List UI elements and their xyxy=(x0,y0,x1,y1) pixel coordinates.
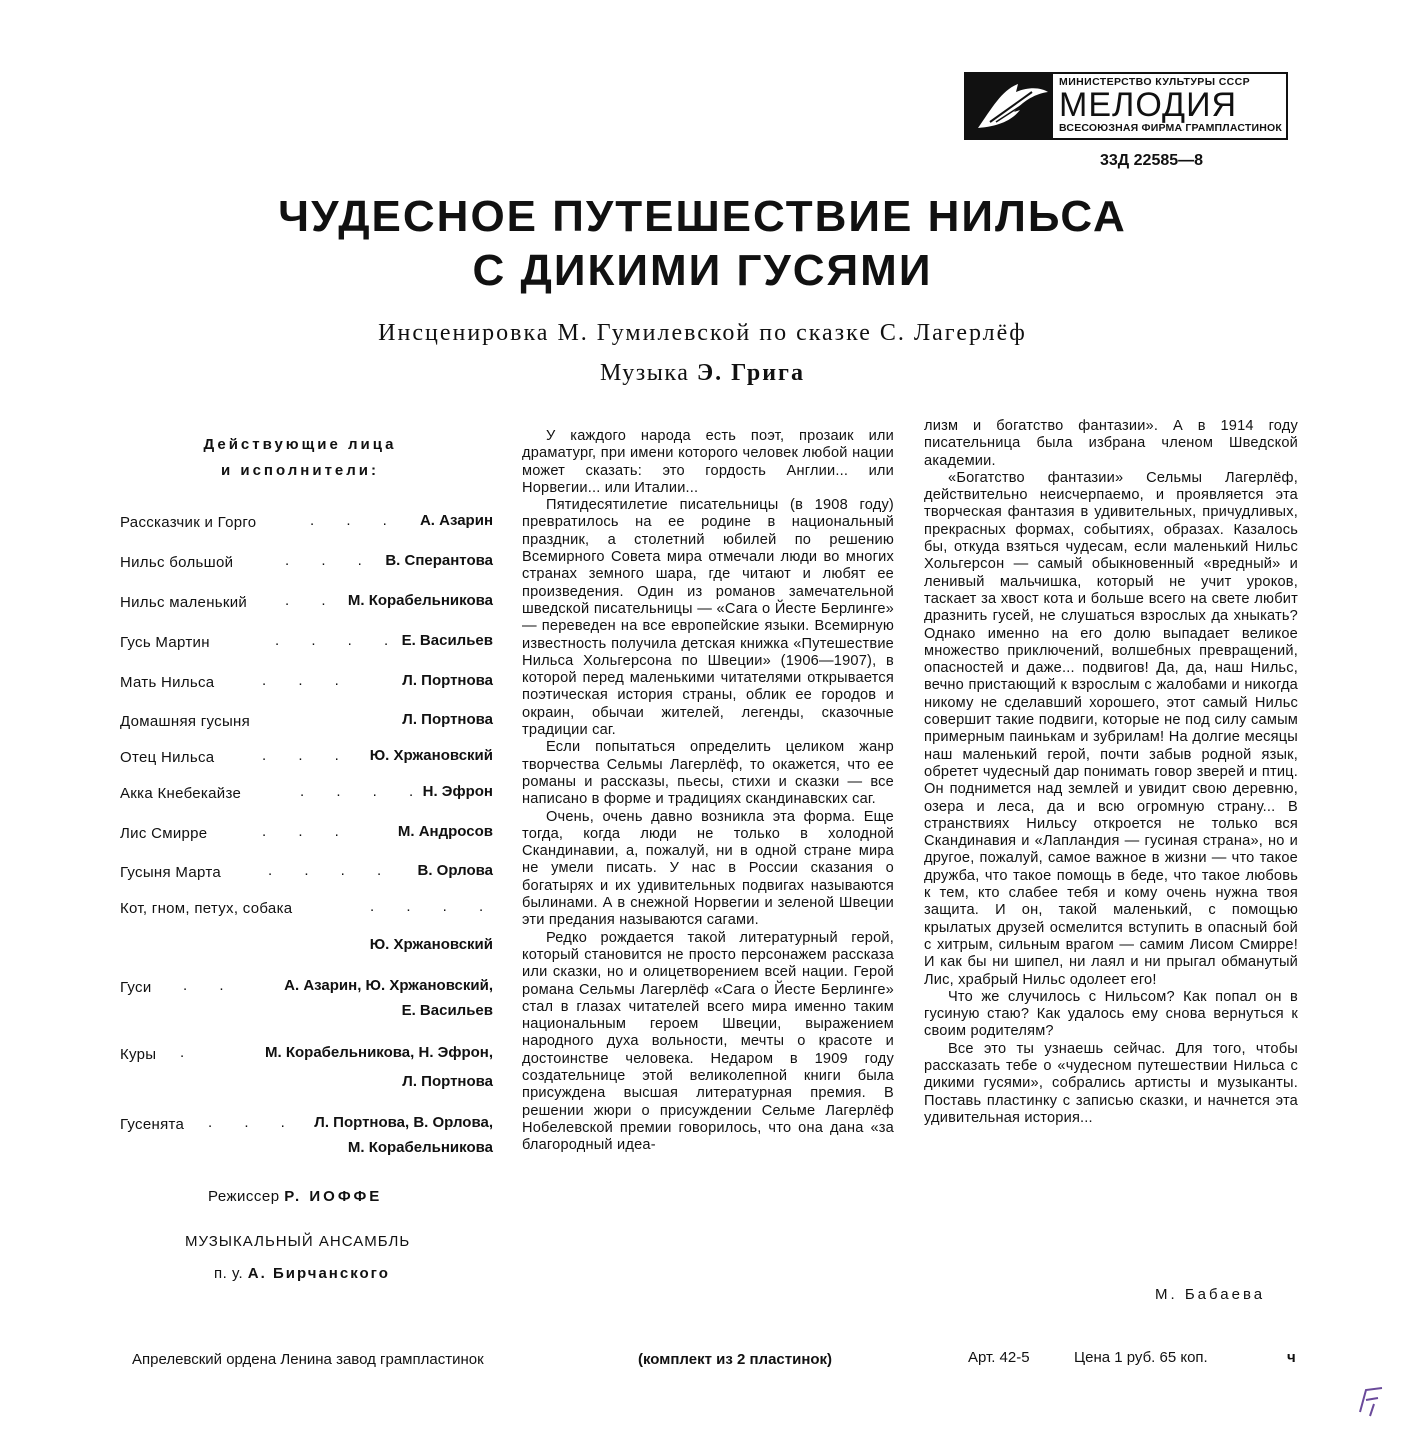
cast-role: Домашняя гусыня xyxy=(120,713,251,730)
leader-dots: . . . . xyxy=(300,783,428,800)
leader-dots: . . . . xyxy=(268,862,396,879)
leader-dots: . . . xyxy=(262,823,353,840)
paragraph: Если попытаться определить целиком жанр творчества Сельмы Лагерлёф, то окажется, что ее романы и рассказы, пьесы, стихи и сказки — все написано в форме и традициях скандинавских саг. xyxy=(522,739,894,808)
paragraph: Пятидесятилетие писательницы (в 1908 году) превратилось на ее родине в национальный праздник, а столетний юбилей по решению Всемирного Совета мира отмечали люди во многих странах земного шара, где читают и любят ее произведения. Один из романов замечательной шведской писательницы — «Сага о Йесте Берлинге» — переведен на все европейские языки. Всемирную известность получила детская книжка «Путешествие Нильса Хольгерсона по Швеции» (1906—1907), в которой перед маленькими читателями открывается поэтическая история страны, облик ее городов и окраин, обычаи жителей, легенды, сказочные традиции саг. xyxy=(522,497,894,739)
article-column-right xyxy=(924,418,1298,1127)
director-name: Р. ИОФФЕ xyxy=(284,1188,383,1205)
paragraph: Что же случилось с Нильсом? Как попал он в гусиную стаю? Как удалось ему снова вернуться к своим родителям? xyxy=(924,988,1298,1040)
music-credit xyxy=(150,360,1255,387)
cast-actor: Л. Портнова, В. Орлова, xyxy=(314,1114,493,1131)
ensemble-lead-name: А. Бирчанского xyxy=(247,1265,390,1282)
paragraph: «Богатство фантазии» Сельмы Лагерлёф, действительно неисчерпаемо, и проявляется эта творческая фантазия в удивительных, причудливых, прекрасных формах, событиях, образах. Казалось бы, откуда взяться чудесам, если маленький Нильс Хольгерсон — самый обыкновенный «вредный» и ленивый мальчишка, который не учит уроков, таскает за хвост кота и больше всего на свете любит дразнить гусей, не слушаться взрослых да хныкать? Однако именно на его долю выпадает великое множество приключений, волшебных превращений, опасностей и даже... подвигов! Да, да, наш Нильс, вечно пристающий к взрослым с жалобами и никогда никому не сделавший хорошего, этот самый Нильс совершит такие подвиги, которые не под силу самым примерным паинькам и зубрилам! На долгие месяцы наш маленький герой, почти забыв родной язык, обретет чудесный дар понимать говор зверей и птиц. Он поднимется над землей и увидит свою деревню, озера и леса, да и всю огромную страну... В странствиях Нильсу откроется не только вся Скандинавия и «Лапландия — гусиная страна», но и другое, пожалуй, самое важное в жизни — что такое дружба, что такое помощь в беде, что такое любовь к тем, кто слабее тебя и кому очень нужна твоя защита. И он, такой маленький, с помощью крылатых друзей осмелится вступить в опасный бой с хитрым, сильным врагом — самим Лисом Смирре! И как бы ни шипел, ни лаял и ни прыгал обманутый Лис, храбрый Нильс одолеет его! xyxy=(924,469,1298,988)
cast-role: Гусенята xyxy=(120,1116,185,1133)
cast-role: Гуси xyxy=(120,979,152,996)
melodiya-logo xyxy=(964,72,1288,140)
cast-role: Гусь Мартин xyxy=(120,634,210,651)
cast-actor: М. Корабельникова, Н. Эфрон, xyxy=(265,1044,493,1061)
leader-dots: . . . xyxy=(208,1114,299,1131)
cast-actor: Л. Портнова xyxy=(402,672,493,689)
author-signature: М. Бабаева xyxy=(1155,1286,1266,1303)
cast-role: Рассказчик и Горго xyxy=(120,514,257,531)
cast-role: Отец Нильса xyxy=(120,749,215,766)
paragraph-continuation: лизм и богатство фантазии». А в 1914 году писательница была избрана членом Шведской академии. xyxy=(924,418,1298,469)
leader-dots: . . xyxy=(183,977,238,994)
leader-dots: . . . . xyxy=(370,898,498,915)
cast-role: Куры xyxy=(120,1046,157,1063)
cast-role: Нильс большой xyxy=(120,554,234,571)
footer-article: Арт. 42-5 xyxy=(968,1349,1030,1366)
director-label: Режиссер xyxy=(208,1188,280,1205)
cast-actor: Е. Васильев xyxy=(401,632,493,649)
cast-actor-continued: Е. Васильев xyxy=(401,1002,493,1019)
music-label: Музыка xyxy=(600,360,690,386)
article-column-middle xyxy=(522,428,894,1154)
cast-actor: А. Азарин xyxy=(419,512,493,529)
title-line-2: С ДИКИМИ ГУСЯМИ xyxy=(472,246,933,295)
leader-dots: . . . xyxy=(262,747,353,764)
melodiya-emblem-icon xyxy=(966,74,1053,138)
ensemble-credit: МУЗЫКАЛЬНЫЙ АНСАМБЛЬ xyxy=(185,1233,411,1250)
cast-actor: Л. Портнова xyxy=(402,711,493,728)
cast-heading-line-1: Действующие лица xyxy=(203,436,397,453)
logo-brand-text: МЕЛОДИЯ xyxy=(1059,86,1238,124)
cast-actor-continued: М. Корабельникова xyxy=(347,1139,493,1156)
cast-actor: Н. Эфрон xyxy=(422,783,493,800)
subtitle: Инсценировка М. Гумилевской по сказке С. Лагерлёф xyxy=(378,320,1027,346)
cast-role: Акка Кнебекайзе xyxy=(120,785,242,802)
paragraph: Все это ты узнаешь сейчас. Для того, чтобы рассказать тебе о «чудесном путешествии Нильса с дикими гусями», собрались артисты и музыканты. Поставь пластинку с записью сказки, и начнется эта удивительная история... xyxy=(924,1040,1298,1126)
music-composer: Э. Грига xyxy=(696,360,805,386)
handwritten-stamp-icon xyxy=(1352,1380,1392,1425)
paragraph: Очень, очень давно возникла эта форма. Еще тогда, когда люди не только в холодной Скандинавии, а, пожалуй, ни в одной стране мира не умели писать. У нас в России сказания о богатырях и их удивительных подвигах называются былинами. А в снежной Норвегии и зеленой Швеции эти предания называются сагами. xyxy=(522,808,894,929)
leader-dots: . . . . xyxy=(275,632,403,649)
footer-mark: ч xyxy=(1287,1349,1296,1366)
cast-heading-line-2: и исполнители: xyxy=(220,462,380,479)
leader-dots: . xyxy=(180,1044,199,1061)
cast-role: Кот, гном, петух, собака xyxy=(120,900,293,917)
cast-actor: В. Сперантова xyxy=(385,552,493,569)
page-title xyxy=(150,190,1255,298)
cast-role: Нильс маленький xyxy=(120,594,248,611)
leader-dots: . . . xyxy=(262,672,353,689)
footer-price: Цена 1 руб. 65 коп. xyxy=(1074,1349,1208,1366)
paragraph: Редко рождается такой литературный герой, который становится не просто персонажем рассказа или сказки, но и олицетворением всей нации. Герой романа Сельмы Лагерлёф «Сага о Йесте Берлинге» стал в глазах читателей всего мира именно таким национальным героем Швеции, выражением народного духа вольности, мечты о красоте и достоинстве человека. Недаром в 1909 году создательнице этой великолепной книги была присуждена высшая литературная премия. В решении жюри о присуждении Сельме Лагерлёф Нобелевской премии говорилось, что она дана «за благородный идеа- xyxy=(522,929,894,1154)
catalog-number: 33Д 22585—8 xyxy=(1100,152,1204,169)
cast-actor: М. Андросов xyxy=(397,823,493,840)
cast-actor: А. Азарин, Ю. Хржановский, xyxy=(284,977,493,994)
leader-dots: . . . xyxy=(285,552,376,569)
logo-ministry-text: МИНИСТЕРСТВО КУЛЬТУРЫ СССР xyxy=(1059,76,1251,88)
paragraph: У каждого народа есть поэт, прозаик или драматург, при имени которого человек любой нации может сказать: это гордость Англии... или Норвегии... или Италии... xyxy=(522,428,894,496)
cast-actor: Ю. Хржановский xyxy=(369,747,493,764)
cast-actor: М. Корабельникова xyxy=(347,592,493,609)
leader-dots: . . xyxy=(285,592,340,609)
ensemble-lead xyxy=(214,1265,390,1282)
cast-role: Гусыня Марта xyxy=(120,864,221,881)
cast-actor-continued: Л. Портнова xyxy=(402,1073,493,1090)
leader-dots: . . . xyxy=(310,512,401,529)
title-line-1: ЧУДЕСНОЕ ПУТЕШЕСТВИЕ НИЛЬСА xyxy=(278,192,1127,241)
cast-role: Мать Нильса xyxy=(120,674,215,691)
footer-factory: Апрелевский ордена Ленина завод грампластинок xyxy=(132,1351,484,1368)
footer-set-note: (комплект из 2 пластинок) xyxy=(638,1351,833,1368)
cast-role: Лис Смирре xyxy=(120,825,208,842)
cast-heading xyxy=(150,432,450,484)
ensemble-lead-label: п. у. xyxy=(214,1265,244,1282)
logo-firm-text: ВСЕСОЮЗНАЯ ФИРМА ГРАМПЛАСТИНОК xyxy=(1059,122,1282,134)
cast-actor: Ю. Хржановский xyxy=(369,936,493,953)
cast-actor: В. Орлова xyxy=(417,862,493,879)
director-credit xyxy=(208,1188,382,1205)
